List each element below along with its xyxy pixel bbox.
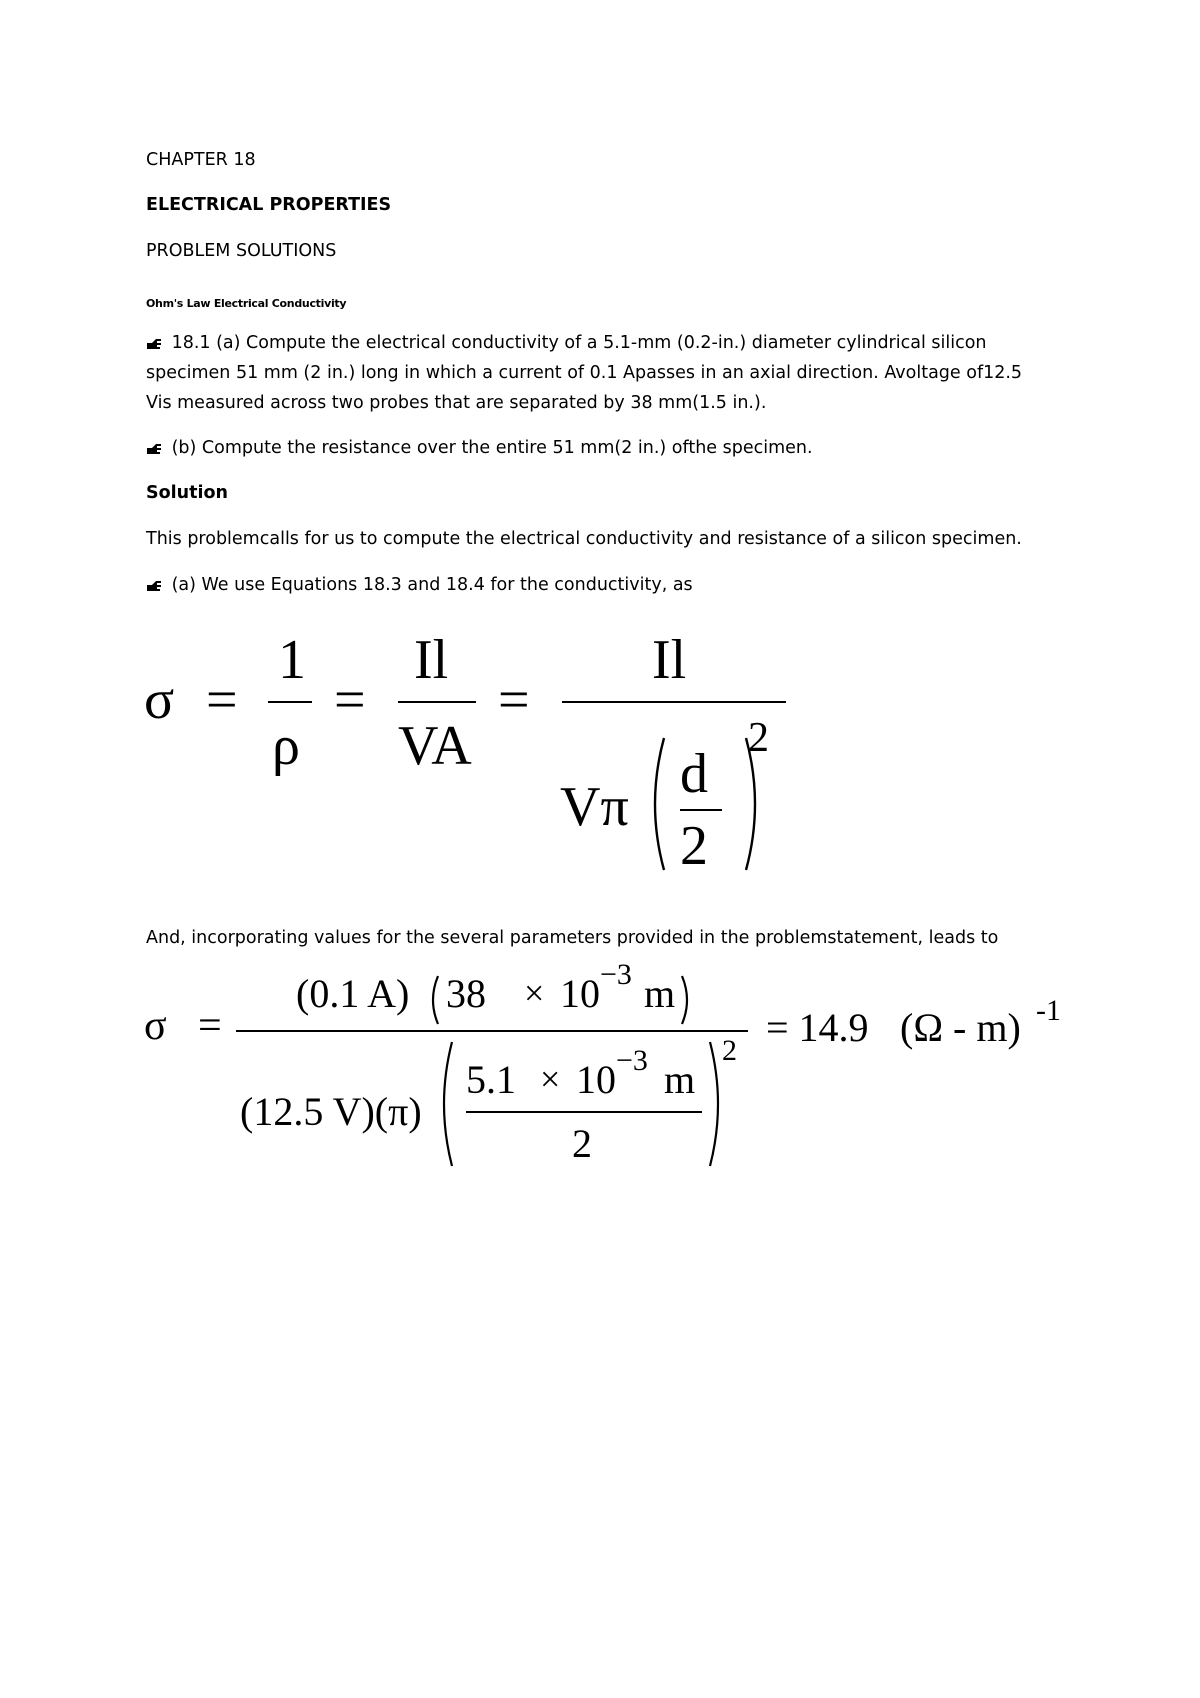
- fraction-two: 2: [680, 815, 708, 877]
- fraction-two: 2: [572, 1121, 592, 1166]
- part-b-text: (b) Compute the resistance over the entire 51 mm(2 in.) ofthe specimen.: [171, 438, 813, 458]
- solution-intro: This problemcalls for us to compute the electrical conductivity and resistance of a silicon specimen.: [146, 529, 1022, 549]
- problem-line-2: specimen 51 mm (2 in.) long in which a current of 0.1 Apasses in an axial direction. Avoltage of12.5: [146, 363, 1023, 383]
- numerator-il: Il: [652, 629, 687, 691]
- distance-value: 38: [446, 971, 486, 1016]
- exponent: −3: [616, 1044, 648, 1077]
- equals-sign: =: [198, 1003, 222, 1049]
- equals-sign: =: [206, 669, 238, 731]
- lead-sentence: And, incorporating values for the several parameters provided in the problemstatement, leads to: [146, 928, 999, 948]
- equals-sign: =: [334, 669, 366, 731]
- unit-exponent: -1: [1036, 994, 1061, 1027]
- equals-sign: =: [498, 669, 530, 731]
- sigma-symbol: σ: [144, 669, 175, 731]
- power-ten: 10: [576, 1057, 616, 1102]
- rho-symbol: ρ: [272, 715, 300, 777]
- denominator-va: VA: [398, 715, 472, 777]
- exponent-two: 2: [748, 715, 769, 761]
- result-value: = 14.9: [766, 1005, 869, 1050]
- part-a-text: (a) We use Equations 18.3 and 18.4 for the conductivity, as: [171, 575, 693, 595]
- exponent-two: 2: [722, 1034, 737, 1067]
- topic-label: Ohm's Law Electrical Conductivity: [146, 297, 347, 310]
- sigma-symbol: σ: [144, 1003, 167, 1049]
- denominator-voltage-pi: (12.5 V)(π): [240, 1089, 422, 1134]
- problem-line-3: Vis measured across two probes that are separated by 38 mm(1.5 in.).: [146, 393, 767, 413]
- numerator-il: Il: [414, 629, 449, 691]
- times-sign: ×: [540, 1059, 561, 1099]
- times-sign: ×: [524, 973, 545, 1013]
- numerator-current: (0.1 A): [296, 971, 410, 1016]
- fraction-d: d: [680, 743, 708, 805]
- unit-m: m: [664, 1057, 696, 1102]
- power-ten: 10: [560, 971, 600, 1016]
- denominator-vpi: Vπ: [560, 776, 629, 838]
- exponent: −3: [600, 958, 632, 991]
- problem-text-1: 18.1 (a) Compute the electrical conductivity of a 5.1-mm (0.2-in.) diameter cylindrical silicon: [171, 333, 987, 353]
- section-heading: PROBLEM SOLUTIONS: [146, 241, 337, 261]
- chapter-heading: CHAPTER 18: [146, 150, 256, 170]
- numerator-one: 1: [278, 629, 306, 691]
- result-unit: (Ω - m): [900, 1005, 1021, 1050]
- diameter-value: 5.1: [466, 1057, 516, 1102]
- subject-heading: ELECTRICAL PROPERTIES: [146, 195, 392, 215]
- solution-heading: Solution: [146, 483, 228, 503]
- unit-m: m: [644, 971, 676, 1016]
